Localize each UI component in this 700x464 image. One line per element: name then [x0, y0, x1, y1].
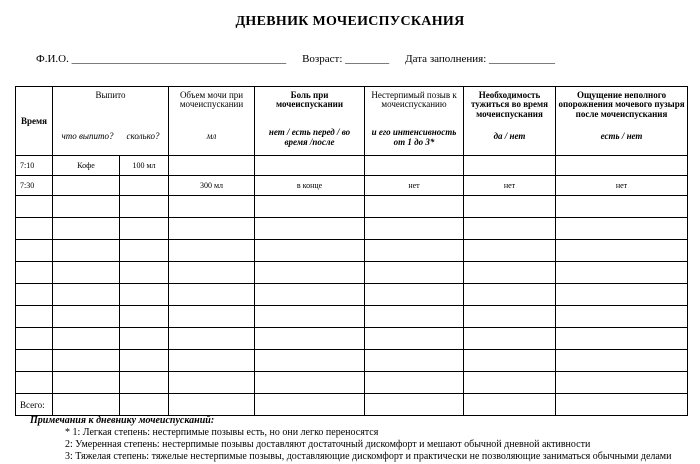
- table-row: [16, 176, 688, 196]
- cell-time[interactable]: 7:30: [16, 176, 53, 196]
- empty-row: [16, 196, 688, 218]
- cell-strain[interactable]: нет: [464, 176, 556, 196]
- total-row: [16, 394, 688, 416]
- cell-incomplete[interactable]: [556, 156, 688, 176]
- col-header-pain: Боль при мочеиспускании нет / есть перед / во время /после: [255, 87, 365, 156]
- note-item: * 1: Легкая степень: нестерпимые позывы есть, но они легко переносятся: [65, 427, 379, 438]
- empty-row: [16, 218, 688, 240]
- table-header-row: [16, 87, 688, 156]
- sub-header-howmuch: сколько?: [126, 130, 160, 141]
- empty-row: [16, 240, 688, 262]
- empty-row: [16, 306, 688, 328]
- col-header-strain: Необходимость тужиться во время мочеиспускания да / нет: [464, 87, 556, 156]
- empty-row: [16, 350, 688, 372]
- cell-volume[interactable]: 300 мл: [169, 176, 255, 196]
- empty-row: [16, 262, 688, 284]
- cell-urge[interactable]: нет: [365, 176, 464, 196]
- fio-field[interactable]: Ф.И.О. _______________________________________: [36, 53, 287, 65]
- cell-pain[interactable]: [255, 156, 365, 176]
- page-title: ДНЕВНИК МОЧЕИСПУСКАНИЯ: [235, 14, 465, 29]
- col-header-urge: Нестерпимый позыв к мочеиспусканию и его интенсивность от 1 до 3*: [365, 87, 464, 156]
- col-header-drunk: Выпито что выпито? сколько?: [53, 87, 169, 156]
- table-row: [16, 156, 688, 176]
- cell-what[interactable]: [53, 176, 120, 196]
- cell-incomplete[interactable]: нет: [556, 176, 688, 196]
- patient-info-line: [36, 53, 555, 65]
- notes-heading: Примечания к дневнику мочеиспусканий:: [30, 415, 215, 426]
- note-item: 2: Умеренная степень: нестерпимые позывы доставляют достаточный дискомфорт и мешают обычной дневной активности: [65, 439, 591, 450]
- col-header-volume: Объем мочи при мочеиспускании мл: [169, 87, 255, 156]
- cell-strain[interactable]: [464, 156, 556, 176]
- sub-header-what: что выпито?: [61, 130, 114, 141]
- notes-section: [30, 415, 671, 463]
- cell-volume[interactable]: [169, 156, 255, 176]
- note-item: 3: Тяжелая степень: тяжелые нестерпимые позывы, доставляющие дискомфорт и практически не позволяющие заниматься обычными делами: [65, 451, 672, 462]
- cell-urge[interactable]: [365, 156, 464, 176]
- empty-row: [16, 284, 688, 306]
- diary-table: [15, 86, 688, 416]
- cell-time[interactable]: 7:10: [16, 156, 53, 176]
- col-header-time: Время: [16, 87, 53, 156]
- total-label: Всего:: [16, 394, 53, 416]
- empty-row: [16, 372, 688, 394]
- cell-howmuch[interactable]: [120, 176, 169, 196]
- age-field[interactable]: Возраст: ________: [302, 53, 390, 65]
- empty-row: [16, 328, 688, 350]
- cell-howmuch[interactable]: 100 мл: [120, 156, 169, 176]
- cell-what[interactable]: Кофе: [53, 156, 120, 176]
- fill-date-field[interactable]: Дата заполнения: ____________: [405, 53, 556, 65]
- col-header-incomplete: Ощущение неполного опорожнения мочевого пузыря после мочеиспускания есть / нет: [556, 87, 688, 156]
- cell-pain[interactable]: в конце: [255, 176, 365, 196]
